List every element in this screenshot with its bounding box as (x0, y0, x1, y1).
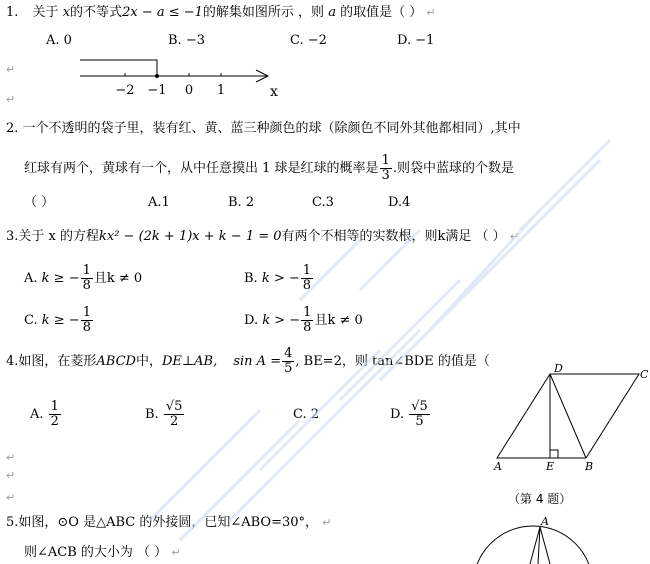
circumcircle (473, 526, 593, 564)
q5-line1 (6, 515, 331, 531)
q3-opt-a-frac (81, 264, 93, 293)
segment-db (550, 374, 586, 458)
q4-stem (6, 345, 490, 379)
q3-stem-b: 有两个不相等的实数根，则k满足 （ ） (281, 229, 506, 244)
q2-option-c: C.3 (312, 195, 334, 210)
frac-den: 8 (82, 278, 91, 293)
q3-option-a (24, 262, 142, 296)
return-mark: ↵ (6, 491, 16, 504)
q5-circle-figure (468, 514, 598, 564)
q4-stem-b: 中， (135, 354, 162, 369)
q2-line2-text: 红球有两个，黄球有一个，从中任意摸出 1 球是红球的概率是 (24, 161, 379, 176)
return-mark: ↵ (322, 516, 332, 529)
frac-num: 1 (82, 263, 91, 278)
q3-opt-c-label: C. (24, 313, 38, 328)
q4-sin-frac (282, 347, 294, 376)
q3-opt-d-rel: k > − (262, 313, 301, 328)
frac-num: 1 (302, 263, 312, 278)
q4-stem-a: 4.如图，在菱形 (6, 354, 97, 369)
q4-opt-d-frac (409, 400, 430, 429)
frac-den: 8 (82, 320, 91, 335)
q4-figure-caption: （第 4 题） (508, 492, 572, 506)
q3-opt-d-label: D. (244, 313, 259, 328)
q1-var-a: a (328, 5, 336, 20)
q3-stem (6, 229, 519, 245)
frac-den: 8 (302, 278, 312, 293)
q1-option-a: A. 0 (46, 33, 72, 48)
q1-inequality: 2x − a ≤ −1 (122, 5, 203, 20)
q1-option-d: D. −1 (397, 33, 435, 48)
tick-label: −1 (147, 83, 167, 98)
frac-num: 1 (303, 305, 312, 320)
frac-num: 1 (50, 399, 59, 414)
q3-option-c (24, 304, 94, 338)
q3-opt-c-rel: k ≥ − (41, 313, 80, 328)
return-mark: ↵ (171, 546, 181, 559)
q2-option-a: A.1 (148, 195, 170, 210)
frac-num: 4 (284, 346, 293, 361)
q2-option-b: B. 2 (228, 195, 255, 210)
label-b: B (585, 460, 594, 473)
tick-label: 0 (184, 83, 194, 98)
q3-opt-b-label: B. (244, 271, 258, 286)
return-mark: ↵ (6, 451, 16, 464)
q3-opt-b-frac (301, 264, 313, 293)
return-mark: ↵ (509, 230, 520, 243)
tick-label: −2 (115, 83, 135, 98)
q4-option-a (30, 398, 62, 432)
q2-option-d: D.4 (388, 195, 411, 210)
q4-opt-a-frac (49, 400, 61, 429)
label-a: A (494, 460, 502, 473)
q4-option-d (390, 398, 431, 432)
q2-frac-num: 1 (381, 153, 390, 168)
q1-stem (6, 5, 436, 21)
frac-den: 2 (169, 414, 179, 429)
solution-bracket (80, 60, 157, 76)
q4-opt-b-frac (164, 400, 185, 429)
frac-den: 5 (415, 414, 424, 429)
q5-line2-text: 则∠ACB 的大小为 （ ） (24, 545, 168, 560)
q2-line1: 2. 一个不透明的袋子里，装有红、黄、蓝三种颜色的球（除颜色不同外其他都相同）,其中 (6, 121, 521, 136)
q3-option-d (244, 304, 363, 338)
q4-sin: sin A = (233, 354, 282, 369)
q1-number-line (70, 56, 290, 100)
segment-ac (540, 527, 550, 564)
label-a: A (541, 515, 549, 528)
q4-abcd: ABCD (96, 354, 136, 369)
q1-number: 1. (6, 5, 19, 20)
label-e: E (546, 460, 555, 473)
q4-opt-b-label: B. (145, 407, 159, 422)
q1-stem-d: 的取值是（ ） (340, 5, 423, 20)
q3-equation: kx² − (2k + 1)x + k − 1 = 0 (99, 229, 282, 244)
frac-num: √5 (411, 399, 428, 414)
q2-line2-tail: .则袋中蓝球的个数是 (392, 161, 514, 176)
return-mark: ↵ (6, 63, 16, 76)
return-mark: ↵ (6, 93, 16, 106)
solution-point (155, 74, 159, 78)
label-c: C (640, 368, 649, 381)
q1-stem-a: 关于 (32, 5, 59, 20)
q4-opt-d-label: D. (390, 407, 405, 422)
q3-opt-a-post: 且k ≠ 0 (93, 271, 143, 286)
q5-line2 (24, 545, 181, 561)
frac-num: 1 (82, 305, 91, 320)
q5-line1-text: 5.如图，⊙O 是△ABC 的外接圆，已知∠ABO=30°， (6, 515, 319, 530)
axis-label: x (270, 84, 278, 100)
q3-opt-a-label: A. (24, 271, 38, 286)
q4-be: , BE=2，则 tan∠BDE 的值是（ (295, 354, 490, 369)
q3-opt-b-rel: k > − (261, 271, 300, 286)
q3-opt-d-frac (301, 306, 313, 335)
q4-de-ab: DE⊥AB, (161, 354, 218, 369)
q3-opt-a-rel: k ≥ − (41, 271, 80, 286)
q3-option-b (244, 262, 314, 296)
frac-num: √5 (165, 399, 183, 414)
q4-option-c: C. 2 (293, 407, 320, 422)
q1-stem-b: 的不等式 (70, 5, 123, 20)
q1-var-x: x (62, 5, 71, 20)
q1-option-c: C. −2 (290, 33, 327, 48)
q4-option-b (145, 398, 185, 432)
tick-label: 1 (216, 83, 226, 98)
return-mark: ↵ (426, 6, 436, 19)
q3-opt-c-frac (81, 306, 93, 335)
return-mark: ↵ (6, 469, 16, 482)
label-d: D (554, 362, 563, 375)
q3-opt-d-post: 且k ≠ 0 (314, 313, 363, 328)
q1-stem-c: 的解集如图所示 ，则 (202, 5, 325, 20)
frac-den: 8 (303, 320, 312, 335)
q2-frac-den: 3 (381, 168, 390, 183)
q4-opt-a-label: A. (30, 407, 44, 422)
frac-den: 5 (284, 361, 293, 376)
q4-rhombus-figure (490, 362, 650, 476)
q2-fraction (380, 154, 392, 183)
q1-option-b: B. −3 (168, 33, 205, 48)
q2-line2 (24, 152, 514, 186)
q3-stem-a: 3.关于 x 的方程 (6, 229, 99, 244)
q2-paren: （ ） (24, 195, 55, 210)
frac-den: 2 (50, 414, 59, 429)
right-angle-mark (550, 450, 558, 458)
